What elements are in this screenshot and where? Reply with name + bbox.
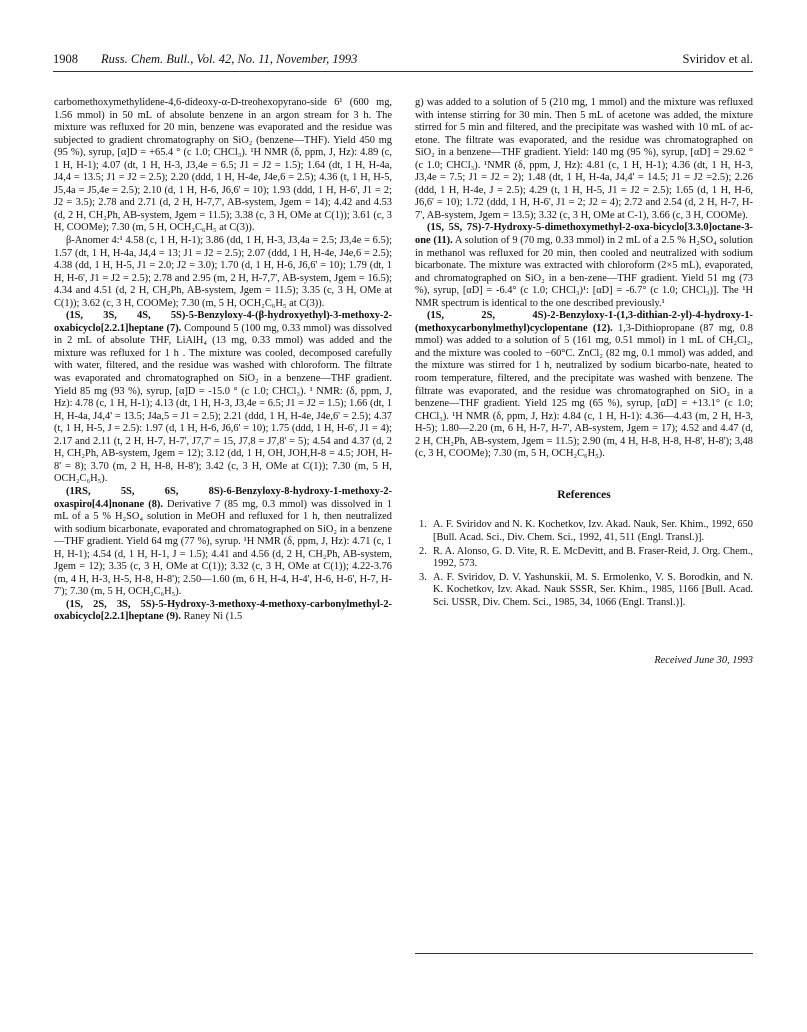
paragraph: [415, 310, 753, 461]
reference-item: [415, 546, 753, 571]
paragraph: [54, 310, 392, 486]
reference-item: [415, 572, 753, 610]
running-authors: Sviridov et al.: [682, 52, 753, 66]
received-date: Received June 30, 1993: [654, 655, 753, 667]
paragraph: [54, 486, 392, 599]
reference-item: [415, 519, 753, 544]
paragraph: [415, 222, 753, 310]
references-list: [415, 519, 753, 609]
journal-citation: Russ. Chem. Bull., Vol. 42, No. 11, November, 1993: [101, 52, 358, 66]
paragraph: [415, 97, 753, 222]
right-column: [415, 97, 753, 668]
compound-heading: (1S, 5S, 7S)-7-Hydroxy-5-dimethoxymethyl-2-oxa-bicyclo[3.3.0]octane-3-one (11).: [415, 222, 753, 247]
paragraph-text: β-Anomer 4:¹ 4.58 (c, 1 H, H-1); 3.86 (dd, 1 H, H-3, J3,4a = 2.5; J3,4e = 6.5); 1.57 (dt, 1 H, H-4a, J4,4 = 13; J1 = J2 = 2.5); 2.07 (ddd, 1 H, H-4e, J4e,6 = 2.5); 4.38 (dd, 1 H, H-5, J1 = 2.0; J2 = 3.0); 1.70 (d, 1 H, H-6, J6,6' = 10); 1.79 (dt, 1 H, H-6', J1 = J2 = 2.5); 2.78 and 2.95 (m, 2 H, H-7,7', AB-system, Jgem = 16.5); 4.34 and 4.51 (d, 2 H, CH₂Ph, AB-system, Jgem = 11.5); 3.35 (c, 3 H, OMe at C(1)); 3.62 (c, 3 H, COOMe); 7.30 (m, 5 H, OCH₂C₆H₅ at C(3)).: [54, 235, 392, 309]
paragraph: [54, 235, 392, 310]
reference-number: 3.: [419, 571, 427, 583]
footer-rule: [415, 953, 753, 954]
paragraph-text: Derivative 7 (85 mg, 0.3 mmol) was dissolved in 1 mL of a 5 % H₂SO₄ solution in MeOH and refluxed for 1 h, then neutralized with sodium bicarbonate, evaporated and chromatographed on SiO₂ in a benzene—THF gradient. Yield 64 mg (77 %), syrup. ¹H NMR (δ, ppm, J, Hz): 4.71 (c, 1 H, H-1); 4.54 (d, 1 H, H-1, J = 1.5); 4.41 and 4.56 (d, 2 H, CH₂Ph, AB-system, Jgem = 12); 3.35 (c, 3 H, OMe at C(1)); 3.32 (c, 3 H, OMe at C(1)); 4.22-3.76 (m, 4 H, H-3, H-5, H-8, H-8'); 2.50—1.60 (m, 6 H, H-4, H-4', H-6, H-6', H-7, H-7'); 7.30 (m, 5 H, OCH₂C₆H₅).: [54, 498, 392, 598]
paragraph-text: Compound 5 (100 mg, 0.33 mmol) was dissolved in 2 mL of absolute THF, LiAlH₄ (13 mg, 0.33 mmol) was added and the mixture was refluxed for 1 h . The mixture was cooled, decomposed carefully with water, filtered, and the residue was washed with chloroform. The filtrate was evaporated and chromatographed on SiO₂ in a benzene—THF gradient. Yield 85 mg (93 %), syrup, [α]D = -15.0 ° (c 1.0; CHCl₃). ¹ NMR: (δ, ppm, J, Hz): 4.78 (c, 1 H, H-1); 4.13 (dt, 1 H, H-3, J3,4e = 6.5; J1 = J2 = 1.5); 1.66 (dt, 1 H, H-4a, J4,4' = 13.5; J4a,5 = J1 = 2.5); 2.21 (ddd, 1 H, H-4e, J4e,6' = 2.5); 4.37 (t, 1 H, H-5, J = 2.5): 1.97 (d, 1 H, H-6, J6,6' = 10); 1.75 (ddd, 1 H, H-6', J1 = 4); 2.17 and 2.11 (t, 2 H, H-7, H-7', J7,7' = 15, J7,8 = J7,8' = 5); 4.54 and 4.37 (d, 2 H, CH₂Ph, AB-system, Jgem = 12); 3.12 (dd, 1 H, OH, JOH,H-8 = 4.5; JOH, H-8' = 8); 3.70 (m, 2 H, H-8, H-8'); 3.42 (c, 3 H, OMe at C(1)); 7.30 (m, 5 H, OCH₂C₆H₅).: [54, 322, 393, 485]
reference-text: R. A. Alonso, G. D. Vite, R. E. McDevitt, and B. Fraser-Reid, J. Org. Chem., 1992, 573.: [433, 545, 753, 570]
paragraph-text: 1,3-Dithiopropane (87 mg, 0.8 mmol) was added to a solution of 5 (161 mg, 0.51 mmol) in 1 mL of CH₂Cl₂, and the mixture was cooled to −60°C. ZnCl₂ (82 mg, 0.1 mmol) was added, and the mixture was stirred for 1 h, neutralized by sodium bicarbo-nate, heated to room temperature, filtered, and the precipitate was washed with benzene. The filtrate was evaporated, and the residue was chromatographed on SiO₂ in a benzene—THF gradient. Yield 125 mg (65 %), syrup, [αD] = +13.1° (c 1.0; CHCl₃). ¹H NMR (δ, ppm, J, Hz): 4.84 (c, 1 H, H-1): 4.36—4.43 (m, 2 H, H-3, H-5); 1.80—2.20 (m, 6 H, H-7, H-7', AB-system, Jgem = 17); 4.52 and 4.47 (d, 2 H, CH₂Ph, AB-system, Jgem = 11.5); 2.90 (m, 4 H, H-8, H-8, H-8', H-8'); 3,48 (c, 3 H, COOMe); 7.30 (m, 5 H, OCH₂C₆H₅).: [415, 322, 753, 460]
compound-heading: (1S, 2S, 3S, 5S)-5-Hydroxy-3-methoxy-4-methoxy-carbonylmethyl-2-oxabicyclo[2.2.1]heptane (9).: [54, 598, 392, 623]
compound-heading: (1S, 2S, 4S)-2-Benzyloxy-1-(1,3-dithian-2-yl)-4-hydroxy-1-(methoxycarbonylmethyl)cyclopentane (12).: [415, 310, 753, 334]
reference-text: A. F. Sviridov and N. K. Kochetkov, Izv. Akad. Nauk, Ser. Khim., 1992, 650 [Bull. Acad. Sci., Div. Chem. Sci., 1992, 41, 511 (Engl. Transl.)].: [433, 519, 753, 543]
page-number: 1908: [53, 52, 78, 66]
compound-heading: (1S, 3S, 4S, 5S)-5-Benzyloxy-4-(β-hydroxyethyl)-3-methoxy-2-oxabicyclo[2.2.1]heptane (7).: [54, 310, 392, 334]
reference-text: A. F. Sviridov, D. V. Yashunskii, M. S. Ermolenko, V. S. Borodkin, and N. K. Kochetkov, Izv. Akad. Nauk SSSR, Ser. Khim., 1985, 1166 [Bull. Acad. Sci. USSR, Div. Chem. Sci., 1985, 34, 1066 (Engl. Transl.)].: [433, 571, 753, 608]
references-heading: References: [557, 488, 611, 501]
right-column-paragraphs: [415, 97, 753, 461]
compound-heading: (1RS, 5S, 6S, 8S)-6-Benzyloxy-8-hydroxy-1-methoxy-2-oxaspiro[4.4]nonane (8).: [54, 485, 392, 510]
paragraph-text: Raney Ni (1.5: [180, 611, 243, 623]
left-column: [54, 97, 392, 624]
paragraph: [54, 97, 392, 235]
paragraph-text: carbomethoxymethylidene-4,6-dideoxy-α-D-treohexopyrano-side 6¹ (600 mg, 1.56 mmol) in 50 mL of absolute benzene in an argon stream for 3 h. The mixture was refluxed for 20 min, benzene was evaporated and the residue was subjected to gradient chromatography on SiO₂ (benzene—THF). Yield 450 mg (95 %), syrup, [α]D = +65.4 ° (c 1.0; CHCl₃). ¹H NMR (δ, ppm, J, Hz): 4.89 (c, 1 H, H-1); 4.07 (dt, 1 H, H-3, J3,4e = 6.5; J1 = J2 = 1.5); 1.64 (dt, 1 H, H-4a, J4,4 = 13.5; J1 = J2 = 2.5); 2.20 (ddd, 1 H, H-4e, J4e,6 = 2.5); 4.36 (t, 1 H, H-5, J5,4a = J5,4e = 2.5); 2.10 (d, 1 H, H-6, J6,6' = 10); 1.93 (ddd, 1 H, H-6', J1 = 2; J2 = 3.5); 2.78 and 2.71 (d, 2 H, H-7,7', AB-system, Jgem = 14); 4.42 and 4.53 (d, 2 H, CH₂Ph, AB-system, Jgem = 11.5); 3.38 (c, 3 H, OMe at C(1)); 3.61 (c, 3 H, COOMe); 7.30 (m, 5 H, OCH₂C₆H₅ at C(3)).: [54, 97, 392, 234]
reference-number: 2.: [419, 545, 427, 557]
reference-number: 1.: [419, 519, 427, 531]
running-header: [53, 52, 753, 70]
paragraph-text: A solution of 9 (70 mg, 0.33 mmol) in 2 mL of a 2.5 % H₂SO₄ solution in methanol was refluxed for 20 min, then cooled and neutralized with sodium bicarbonate. The mixture was extracted with chloroform (2×5 mL), evaporated, and chromatographed on SiO₂ in a ben-zene—THF gradient. Yield 51 mg (73 %), syrup, [αD] = -6.4° (c 1.0; CHCl₃)¹: [αD] = -6.7° (c 1.0; CHCl₃)]. The ¹H NMR spectrum is identical to the one described previously.¹: [415, 235, 753, 309]
header-rule: [53, 71, 753, 72]
paragraph: [54, 599, 392, 624]
paragraph-text: g) was added to a solution of 5 (210 mg, 1 mmol) and the mixture was refluxed with intense stirring for 30 min. Then 5 mL of acetone was added, the mixture stirred for 5 min and filtered, and the precipitate was washed with 10 mL of ac-etone. The filtrate was evaporated, and the residue was chromatographed on SiO₂ in a benzene—THF gradient. Yield: 140 mg (95 %), syrup, [αD] = 29.62 ° (c 1.0; CHCl₃). ¹NMR (δ, ppm, J, Hz): 4.81 (c, 1 H, H-1); 4.36 (dt, 1 H, H-3, J3,4e = 7.5; J1 = J2 = 2); 1.48 (dt, 1 H, H-4a, J4,4' = 14.5; J1 = J2 =2.5); 2.26 (ddd, 1 H, H-4e, J = 2.5); 4.29 (t, 1 H, H-5, J1 = J2 = 2.5); 1.65 (d, 1 H, H-6, J6,6' = 10); 1.72 (ddd, 1 H, H-6', J1 = 2; J2 = 4); 2.72 and 2.54 (d, 2 H, H-7, H-7', AB-system, Jgem = 13.5); 3.32 (c, 3 H, OMe at C-1), 3.66 (c, 3 H, COOMe).: [415, 97, 753, 221]
